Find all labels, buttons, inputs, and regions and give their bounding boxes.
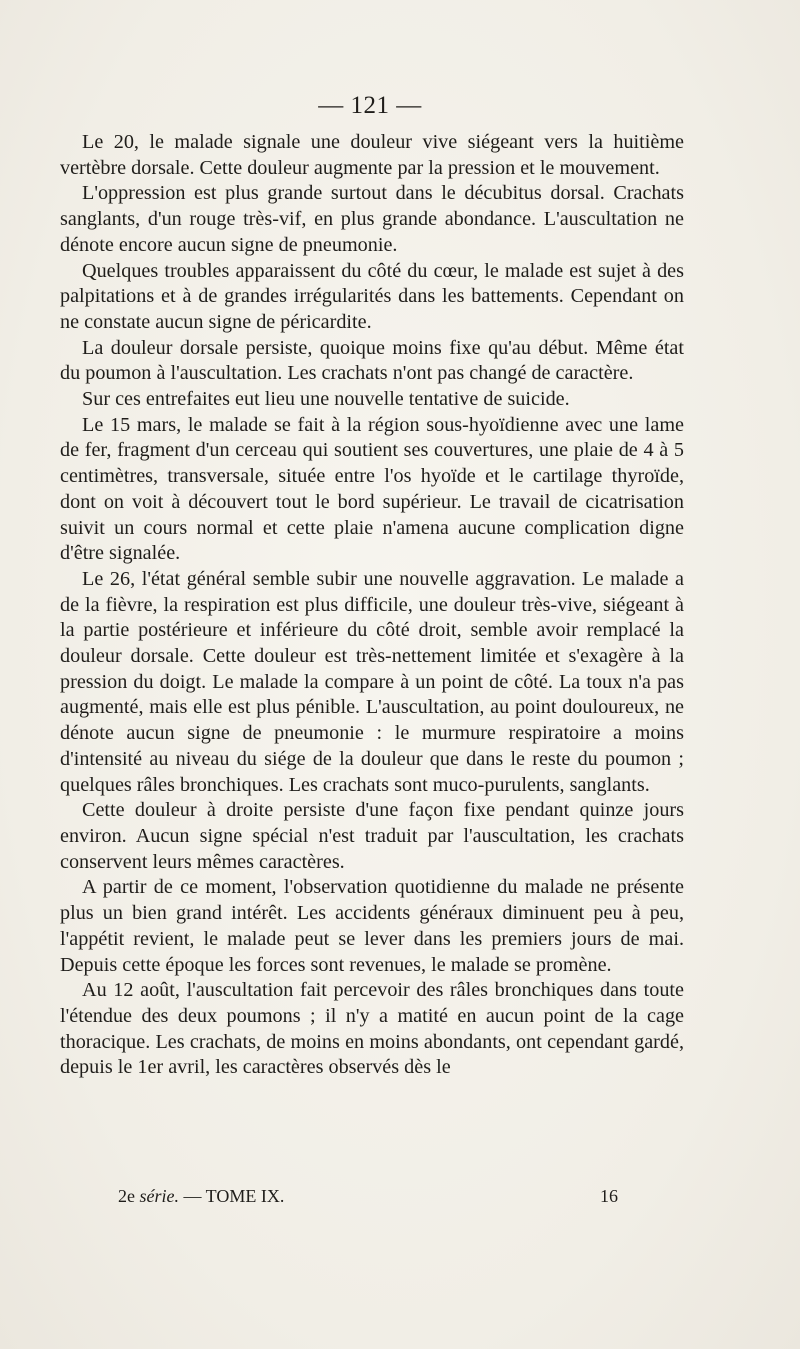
page-number: — 121 —	[318, 92, 422, 119]
paragraph: Au 12 août, l'auscultation fait percevoir des râles bronchiques dans toute l'étendue des deux poumons ; il n'y a matité en aucun point de la cage thoracique. Les crachats, de moins en moins abondants, ont cependant gardé, depuis le 1er avril, les caractères observés dès le	[60, 979, 684, 1079]
series-ordinal: 2e	[118, 1186, 135, 1206]
paragraph: Sur ces entrefaites eut lieu une nouvelle tentative de suicide.	[82, 388, 570, 411]
paragraph: Le 26, l'état général semble subir une nouvelle aggravation. Le malade a de la fièvre, la respiration est plus difficile, une douleur très-vive, siégeant à la partie postérieure et inférieure du côté droit, semble avoir remplacé la douleur dorsale. Cette douleur est très-nettement limitée et s'exagère à la pression du doigt. Le malade la compare à un point de côté. La toux n'a pas augmenté, mais elle est plus pénible. L'auscultation, au point douloureux, ne dénote aucun signe de pneumonie : le murmure respiratoire a moins d'intensité au niveau du siége de la douleur que dans le reste du poumon ; quelques râles bronchiques. Les crachats sont muco-purulents, sanglants.	[60, 567, 684, 796]
paragraph: Cette douleur à droite persiste d'une façon fixe pendant quinze jours environ. Aucun signe spécial n'est traduit par l'auscultation, les crachats conservent leurs mêmes caractères.	[60, 799, 684, 873]
paragraph: A partir de ce moment, l'observation quotidienne du malade ne présente plus un bien grand intérêt. Les accidents généraux diminuent peu à peu, l'appétit revient, le malade peut se lever dans les premiers jours de mai. Depuis cette époque les forces sont revenues, le malade se promène.	[60, 876, 684, 976]
paragraph: Quelques troubles apparaissent du côté du cœur, le malade est sujet à des palpitations et à de grandes irrégularités dans les battements. Cependant on ne constate aucun signe de péricardite.	[60, 259, 684, 333]
volume-label: — TOME IX.	[183, 1186, 285, 1206]
paragraph: Le 15 mars, le malade se fait à la région sous-hyoïdienne avec une lame de fer, fragment d'un cerceau qui soutient ses couvertures, une plaie de 4 à 5 centimètres, transversale, située entre l'os hyoïde et le cartilage thyroïde, dont on voit à découvert tout le bord supérieur. Le travail de cicatrisation suivit un cours normal et cette plaie n'amena aucune complication digne d'être signalée.	[60, 413, 684, 565]
paragraph: La douleur dorsale persiste, quoique moins fixe qu'au début. Même état du poumon à l'auscultation. Les crachats n'ont pas changé de caractère.	[60, 336, 684, 385]
series-word: série.	[139, 1186, 179, 1206]
sheet-number: 16	[600, 1186, 618, 1206]
page-body	[60, 130, 684, 1081]
paragraph: Le 20, le malade signale une douleur vive siégeant vers la huitième vertèbre dorsale. Cette douleur augmente par la pression et le mouvement.	[60, 131, 684, 179]
paragraph: L'oppression est plus grande surtout dans le décubitus dorsal. Crachats sanglants, d'un rouge très-vif, en plus grande abondance. L'auscultation ne dénote encore aucun signe de pneumonie.	[60, 182, 684, 256]
page-footer	[60, 1186, 684, 1214]
footer-series	[118, 1186, 284, 1207]
